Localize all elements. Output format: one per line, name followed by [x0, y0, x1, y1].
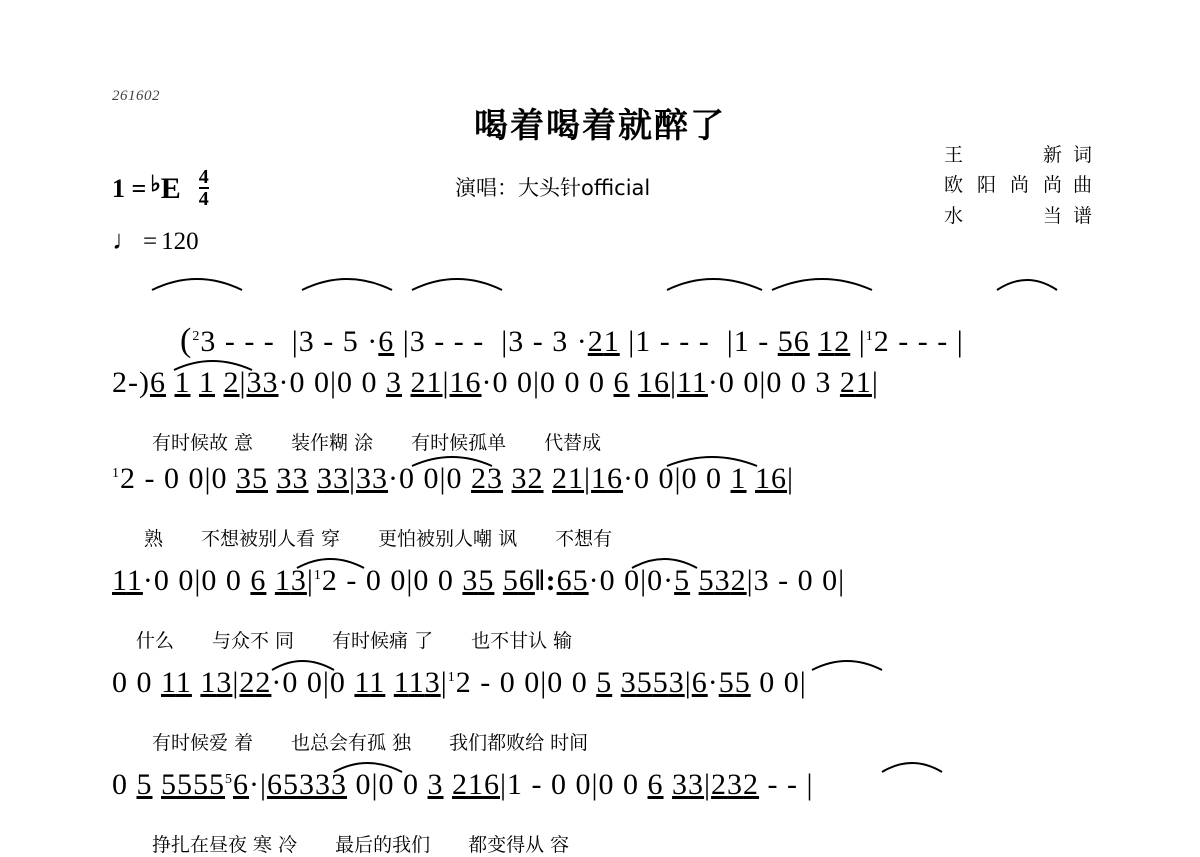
key-signature: [112, 168, 209, 209]
lyrics-system-2: 有时候故 意 装作糊 涂 有时候孤单 代替成: [152, 432, 602, 454]
credit-row: [944, 201, 1092, 231]
time-signature-numerator: 4: [198, 166, 209, 188]
credit-name: 欧阳尚尚: [944, 174, 1062, 197]
score-area: [0, 262, 1200, 856]
credits-block: [944, 140, 1092, 231]
lyrics-system-6: 挣扎在昼夜 寒 冷 最后的我们 都变得从 容: [152, 834, 570, 856]
tempo-marking: [112, 224, 199, 256]
flat-accidental-icon: ♭: [150, 170, 161, 196]
credit-name: 水 当: [944, 204, 1062, 227]
note-group: 3 - - - |3 - 5 ·6 |3 - - - |3 - 3 ·21 |1 - - - |1 - 56 12 |: [200, 325, 866, 358]
tempo-value: 120: [161, 228, 199, 255]
document-id: 261602: [112, 88, 160, 104]
score-system-4: [112, 552, 1092, 652]
performer-label: 演唱：: [455, 176, 518, 200]
note-group-end: 2 - - - |: [873, 325, 964, 358]
phrase-open-paren: (: [180, 322, 193, 359]
time-signature: [199, 168, 209, 209]
score-system-3: [112, 450, 1092, 550]
notes-system-5: 0 0 11 13|22·0 0|0 11 $113|^12 - 0$ 0|0 0 5 3553|6·55 0 0|: [112, 666, 807, 699]
notes-system-6: 0 5 $5555^56\cdot|65333$ 0|0 0 3 216|1 - 0 0|0 0 6 33|232 - - |: [112, 768, 814, 801]
fingering-5: 5: [225, 772, 233, 787]
repeat-sign: ‖:: [534, 564, 557, 597]
time-signature-denominator: 4: [198, 188, 209, 210]
score-system-2: [112, 354, 1092, 454]
lyrics-system-4: 什么 与众不 同 有时候痛 了 也不甘认 输: [136, 630, 573, 652]
credit-role: 词: [1072, 144, 1092, 166]
tempo-equals: =: [143, 228, 158, 255]
page-title: 喝着喝着就醉了: [474, 106, 726, 146]
credit-row: [944, 170, 1092, 200]
fingering-1: 1: [112, 466, 120, 481]
fingering-1: 1: [865, 329, 874, 344]
lyrics-system-3: 熟 不想被别人看 穿 更怕被别人嘲 讽 不想有: [144, 528, 613, 550]
credit-name: 王 新: [944, 144, 1062, 166]
quarter-note-icon: ♩: [112, 224, 139, 255]
credit-role: 谱: [1072, 204, 1092, 227]
performer-credit: [455, 172, 650, 202]
fingering-1: 1: [447, 670, 456, 685]
fingering-1: 1: [313, 568, 322, 583]
key-label: 1 =: [112, 173, 147, 203]
credit-role: 曲: [1072, 174, 1092, 197]
notes-system-4: 11·0 0|0 0 6 $13|^12 - 0$ 0|0 0 35 56‖:65·0 0|0·5 532|3 - 0 0|: [112, 564, 846, 597]
fingering-2: 2: [192, 329, 201, 344]
score-system-6: [112, 756, 1092, 856]
performer-name: 大头针official: [518, 176, 651, 200]
lyrics-system-5: 有时候爱 着 也总会有孤 独 我们都败给 时间: [152, 732, 589, 754]
credit-row: [944, 140, 1092, 170]
notes-system-2: 2-)6 1 1 2|33·0 0|0 0 3 21|16·0 0|0 0 0 6 16|11·0 0|0 0 3 21|: [112, 366, 879, 399]
key-letter: E: [160, 171, 181, 205]
notes-system-3: $^1$2 - 0 0|0 35 33 33|33·0 0|0 23 32 21|16·0 0|0 0 1 16|: [112, 462, 795, 495]
score-system-5: [112, 654, 1092, 754]
